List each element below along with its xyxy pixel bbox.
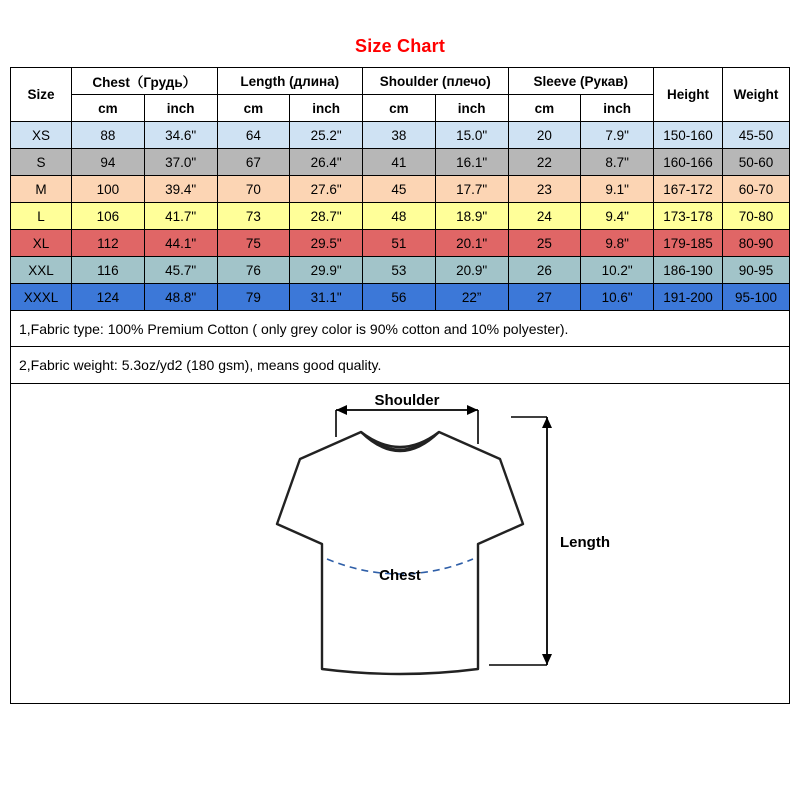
cell-chest-inch: 45.7" [144,257,217,284]
cell-sleeve-inch: 8.7" [581,149,654,176]
cell-weight: 70-80 [723,203,790,230]
cell-shoulder-cm: 45 [363,176,436,203]
header-length: Length (длина) [217,68,363,95]
header-sleeve-cm: cm [508,95,581,122]
cell-chest-cm: 88 [72,122,145,149]
cell-length-cm: 79 [217,284,290,311]
cell-chest-cm: 100 [72,176,145,203]
cell-length-inch: 31.1" [290,284,363,311]
cell-sleeve-inch: 7.9" [581,122,654,149]
cell-chest-cm: 94 [72,149,145,176]
cell-chest-inch: 39.4" [144,176,217,203]
header-sleeve: Sleeve (Рукав) [508,68,654,95]
cell-sleeve-cm: 25 [508,230,581,257]
cell-height: 186-190 [654,257,723,284]
header-shoulder-cm: cm [363,95,436,122]
cell-weight: 90-95 [723,257,790,284]
notes-section [10,311,790,384]
table-row [11,203,790,230]
cell-shoulder-cm: 41 [363,149,436,176]
note-fabric-weight: 2,Fabric weight: 5.3oz/yd2 (180 gsm), means good quality. [19,357,382,373]
cell-size: XS [11,122,72,149]
size-chart-table [10,67,790,311]
cell-shoulder-cm: 51 [363,230,436,257]
cell-sleeve-inch: 9.4" [581,203,654,230]
cell-shoulder-inch: 18.9" [435,203,508,230]
cell-weight: 95-100 [723,284,790,311]
tshirt-diagram [10,384,790,704]
header-weight: Weight [723,68,790,122]
chest-label: Chest [379,567,421,584]
cell-shoulder-cm: 38 [363,122,436,149]
cell-shoulder-inch: 17.7" [435,176,508,203]
cell-weight: 60-70 [723,176,790,203]
cell-shoulder-inch: 16.1" [435,149,508,176]
header-height: Height [654,68,723,122]
cell-weight: 80-90 [723,230,790,257]
cell-chest-cm: 124 [72,284,145,311]
cell-sleeve-cm: 27 [508,284,581,311]
cell-length-inch: 28.7" [290,203,363,230]
header-sleeve-inch: inch [581,95,654,122]
length-measure-arrow [489,417,552,665]
note-fabric-type: 1,Fabric type: 100% Premium Cotton ( only grey color is 90% cotton and 10% polyester). [11,311,789,347]
cell-size: S [11,149,72,176]
cell-chest-inch: 44.1" [144,230,217,257]
table-header-group-row [11,68,790,95]
cell-size: XXL [11,257,72,284]
cell-chest-cm: 106 [72,203,145,230]
cell-size: XL [11,230,72,257]
header-shoulder-inch: inch [435,95,508,122]
cell-size: M [11,176,72,203]
cell-length-cm: 73 [217,203,290,230]
tshirt-diagram-svg [11,384,789,702]
cell-shoulder-inch: 15.0" [435,122,508,149]
cell-length-inch: 26.4" [290,149,363,176]
table-row [11,122,790,149]
cell-sleeve-cm: 23 [508,176,581,203]
header-chest-cm: cm [72,95,145,122]
cell-weight: 45-50 [723,122,790,149]
cell-height: 173-178 [654,203,723,230]
cell-chest-cm: 112 [72,230,145,257]
header-shoulder: Shoulder (плечо) [363,68,509,95]
cell-sleeve-cm: 20 [508,122,581,149]
cell-length-cm: 70 [217,176,290,203]
cell-length-cm: 75 [217,230,290,257]
table-row [11,230,790,257]
cell-chest-inch: 34.6" [144,122,217,149]
cell-shoulder-inch: 20.9" [435,257,508,284]
cell-shoulder-cm: 56 [363,284,436,311]
cell-chest-inch: 41.7" [144,203,217,230]
header-chest: Chest（Грудь） [72,68,218,95]
cell-length-inch: 29.9" [290,257,363,284]
cell-length-cm: 64 [217,122,290,149]
cell-size: XXXL [11,284,72,311]
cell-length-cm: 67 [217,149,290,176]
table-row [11,149,790,176]
cell-length-cm: 76 [217,257,290,284]
table-header [11,68,790,122]
cell-chest-cm: 116 [72,257,145,284]
cell-sleeve-cm: 22 [508,149,581,176]
cell-sleeve-inch: 9.8" [581,230,654,257]
cell-chest-inch: 48.8" [144,284,217,311]
cell-height: 150-160 [654,122,723,149]
tshirt-icon [277,432,523,674]
cell-size: L [11,203,72,230]
header-length-cm: cm [217,95,290,122]
cell-chest-inch: 37.0" [144,149,217,176]
cell-sleeve-cm: 26 [508,257,581,284]
cell-length-inch: 27.6" [290,176,363,203]
cell-length-inch: 29.5" [290,230,363,257]
cell-shoulder-cm: 53 [363,257,436,284]
table-row [11,257,790,284]
cell-height: 191-200 [654,284,723,311]
page-title: Size Chart [354,36,446,56]
table-body [11,122,790,311]
cell-weight: 50-60 [723,149,790,176]
table-row [11,176,790,203]
cell-height: 160-166 [654,149,723,176]
shoulder-label: Shoulder [374,392,440,409]
cell-sleeve-inch: 10.2" [581,257,654,284]
cell-height: 179-185 [654,230,723,257]
cell-length-inch: 25.2" [290,122,363,149]
cell-sleeve-inch: 9.1" [581,176,654,203]
cell-sleeve-inch: 10.6" [581,284,654,311]
table-row [11,284,790,311]
cell-height: 167-172 [654,176,723,203]
cell-shoulder-inch: 20.1" [435,230,508,257]
header-chest-inch: inch [144,95,217,122]
header-size: Size [11,68,72,122]
cell-shoulder-inch: 22” [435,284,508,311]
length-label: Length [560,534,610,551]
cell-sleeve-cm: 24 [508,203,581,230]
header-length-inch: inch [290,95,363,122]
cell-shoulder-cm: 48 [363,203,436,230]
